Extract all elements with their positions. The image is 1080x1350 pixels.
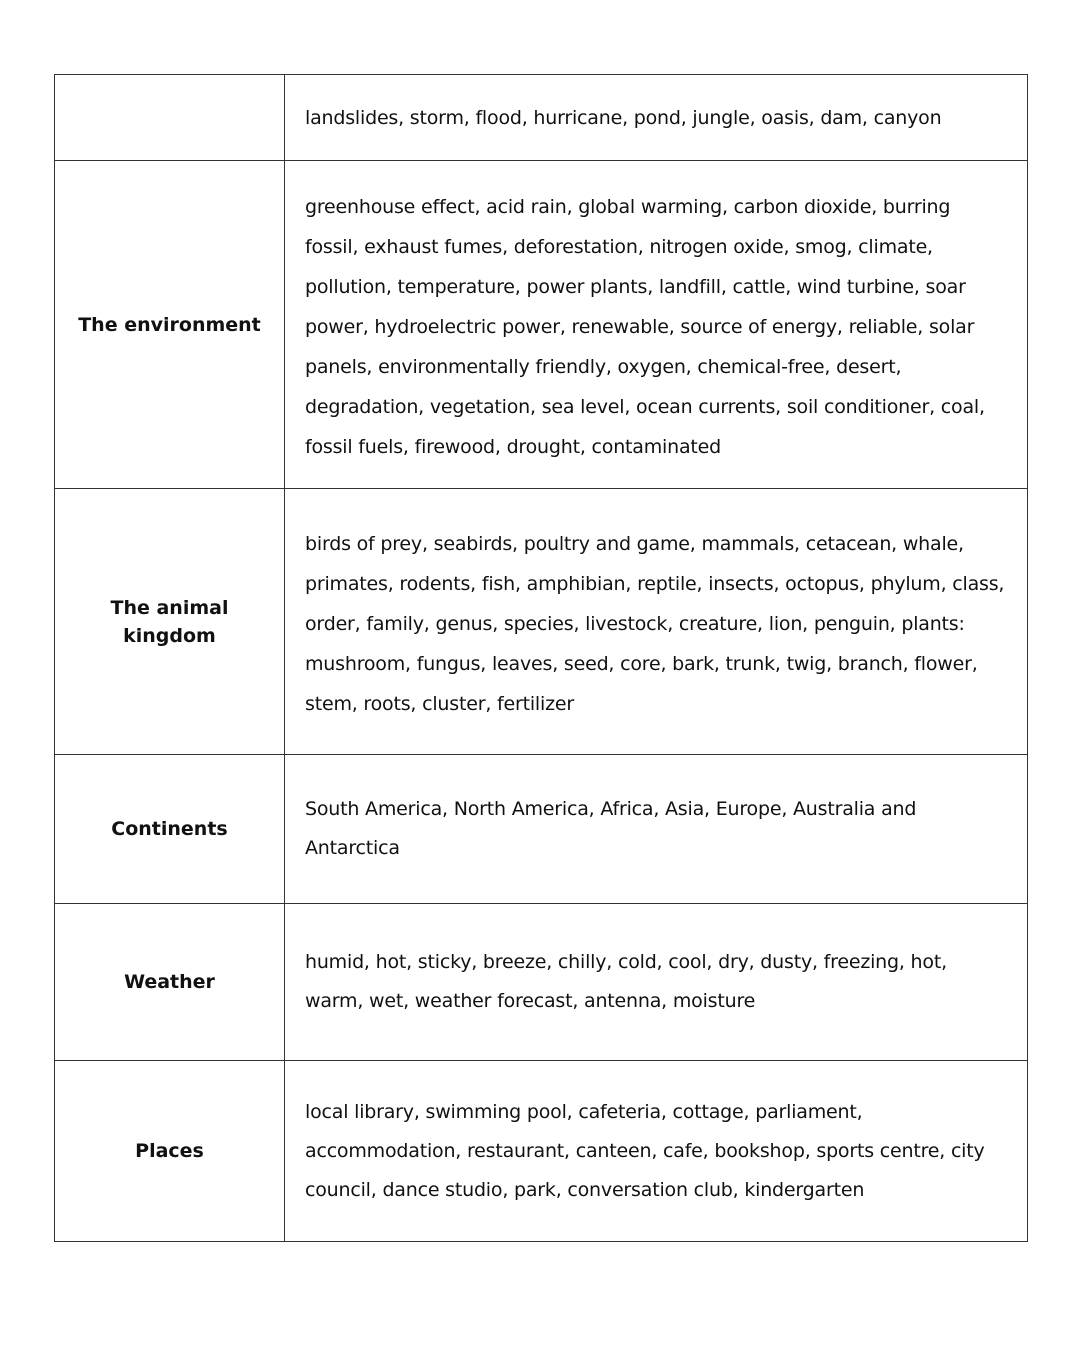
topic-cell: Weather [55, 904, 285, 1061]
vocabulary-list-cell: landslides, storm, flood, hurricane, pond, jungle, oasis, dam, canyon [285, 75, 1028, 161]
table-row [55, 1061, 1028, 1242]
vocabulary-list-cell: greenhouse effect, acid rain, global warming, carbon dioxide, burring fossil, exhaust fumes, deforestation, nitrogen oxide, smog, climate, pollution, temperature, power plants, landfill, cattle, wind turbine, soar power, hydroelectric power, renewable, source of energy, reliable, solar panels, environmentally friendly, oxygen, chemical-free, desert, degradation, vegetation, sea level, ocean currents, soil conditioner, coal, fossil fuels, firewood, drought, contaminated [285, 161, 1028, 489]
topic-cell: The environment [55, 161, 285, 489]
table-row [55, 489, 1028, 755]
topic-cell: Continents [55, 755, 285, 904]
topic-cell: Places [55, 1061, 285, 1242]
vocabulary-list-cell: humid, hot, sticky, breeze, chilly, cold, cool, dry, dusty, freezing, hot, warm, wet, weather forecast, antenna, moisture [285, 904, 1028, 1061]
topic-cell [55, 75, 285, 161]
table-row [55, 755, 1028, 904]
vocabulary-table [54, 74, 1028, 1242]
table-row [55, 75, 1028, 161]
vocabulary-list-cell: birds of prey, seabirds, poultry and game, mammals, cetacean, whale, primates, rodents, fish, amphibian, reptile, insects, octopus, phylum, class, order, family, genus, species, livestock, creature, lion, penguin, plants: mushroom, fungus, leaves, seed, core, bark, trunk, twig, branch, flower, stem, roots, cluster, fertilizer [285, 489, 1028, 755]
table-row [55, 161, 1028, 489]
vocabulary-list-cell: local library, swimming pool, cafeteria, cottage, parliament, accommodation, restaurant, canteen, cafe, bookshop, sports centre, city council, dance studio, park, conversation club, kindergarten [285, 1061, 1028, 1242]
table-row [55, 904, 1028, 1061]
topic-cell: The animal kingdom [55, 489, 285, 755]
vocabulary-list-cell: South America, North America, Africa, Asia, Europe, Australia and Antarctica [285, 755, 1028, 904]
